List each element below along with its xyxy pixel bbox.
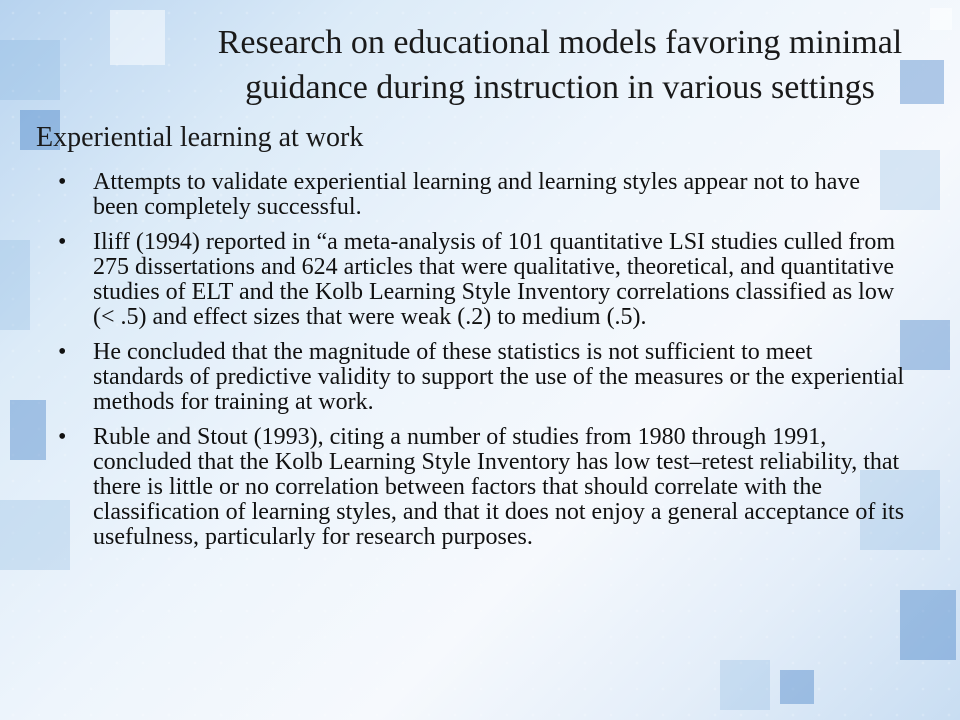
bullet-point-icon: • (58, 424, 67, 450)
bullet-list (58, 170, 908, 560)
slide-title: Research on educational models favoring minimal guidance during instruction in various settings (217, 24, 903, 106)
bullet-text: Attempts to validate experiential learning and learning styles appear not to have been completely successful. (93, 169, 861, 220)
bullet-point-icon: • (58, 229, 67, 255)
bullet-point-icon: • (58, 169, 67, 195)
bullet-item (58, 425, 908, 550)
bullet-item (58, 170, 908, 220)
bullet-text: Ruble and Stout (1993), citing a number of studies from 1980 through 1991, concluded that the Kolb Learning Style Inventory has low test–retest reliability, that there is little or no correlation between factors that should correlate with the classification of learning styles, and that it does not enjoy a general acceptance of its usefulness, particularly for research purposes. (93, 424, 905, 550)
bullet-text: Iliff (1994) reported in “a meta-analysis of 101 quantitative LSI studies culled from 275 dissertations and 624 articles that were qualitative, theoretical, and quantitative studies of ELT and the Kolb Learning Style Inventory correlations classified as low (< .5) and effect sizes that were weak (.2) to medium (.5). (93, 229, 895, 330)
bullet-item (58, 340, 908, 415)
bullet-item (58, 230, 908, 330)
bullet-text: He concluded that the magnitude of these statistics is not sufficient to meet standards of predictive validity to support the use of the measures or the experiential methods for training at work. (93, 339, 905, 415)
bullet-point-icon: • (58, 339, 67, 365)
slide-subheading: Experiential learning at work (36, 122, 364, 153)
